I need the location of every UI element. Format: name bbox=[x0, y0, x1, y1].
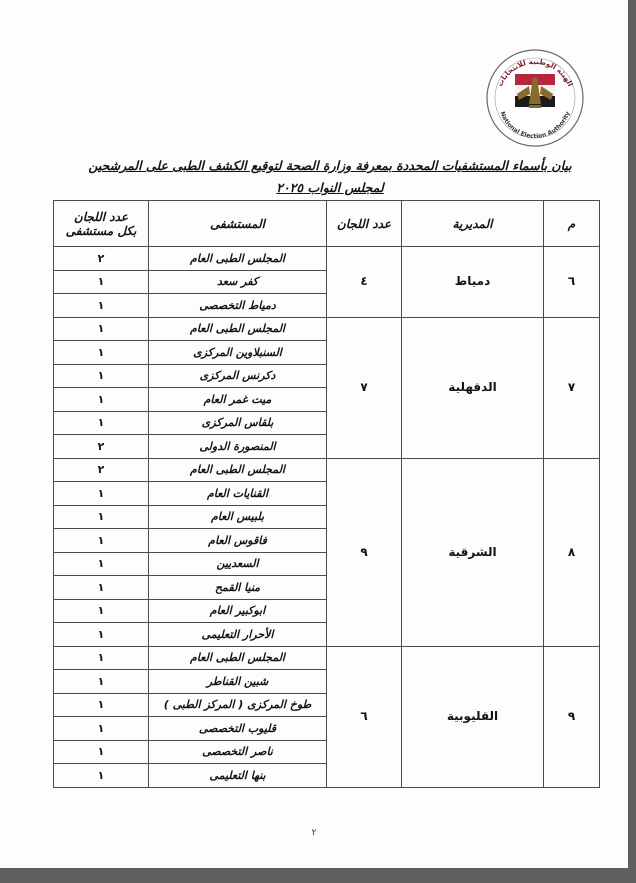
hospital-name: دمياط التخصصى bbox=[149, 294, 327, 318]
group-directorate: دمياط bbox=[402, 247, 544, 318]
hospital-name: الأحرار التعليمى bbox=[149, 623, 327, 647]
hospital-count: ١ bbox=[54, 670, 149, 694]
hospital-name: بنها التعليمى bbox=[149, 764, 327, 788]
hospitals-table bbox=[53, 200, 600, 788]
group-num: ٧ bbox=[544, 317, 600, 458]
hospital-count: ١ bbox=[54, 552, 149, 576]
hospital-name: ناصر التخصصى bbox=[149, 740, 327, 764]
group-committees: ٧ bbox=[327, 317, 402, 458]
header-num: م bbox=[544, 201, 600, 247]
hospital-name: منيا القمح bbox=[149, 576, 327, 600]
hospital-name: شبين القناطر bbox=[149, 670, 327, 694]
hospital-count: ١ bbox=[54, 388, 149, 412]
hospital-count: ١ bbox=[54, 740, 149, 764]
group-directorate: القليوبية bbox=[402, 646, 544, 787]
hospital-name: المجلس الطبى العام bbox=[149, 317, 327, 341]
hospital-name: السنبلاوين المركزى bbox=[149, 341, 327, 365]
hospital-name: بلقاس المركزى bbox=[149, 411, 327, 435]
hospital-name: دكرنس المركزى bbox=[149, 364, 327, 388]
group-num: ٨ bbox=[544, 458, 600, 646]
table-row bbox=[54, 247, 600, 271]
hospital-count: ١ bbox=[54, 717, 149, 741]
logo-english-text: National Election Authority bbox=[498, 110, 572, 141]
page-number: ٢ bbox=[311, 828, 317, 838]
logo-arabic-text: الهيئة الوطنية للانتخابات bbox=[495, 56, 576, 88]
hospital-name: بلبيس العام bbox=[149, 505, 327, 529]
hospital-count: ١ bbox=[54, 341, 149, 365]
national-election-authority-logo bbox=[485, 48, 585, 148]
hospital-count: ١ bbox=[54, 764, 149, 788]
document-title bbox=[60, 154, 600, 198]
hospital-name: فاقوس العام bbox=[149, 529, 327, 553]
hospital-name: ابوكبير العام bbox=[149, 599, 327, 623]
table-row bbox=[54, 317, 600, 341]
group-committees: ٤ bbox=[327, 247, 402, 318]
hospital-count: ١ bbox=[54, 693, 149, 717]
table-row bbox=[54, 646, 600, 670]
group-committees: ٦ bbox=[327, 646, 402, 787]
hospital-count: ١ bbox=[54, 623, 149, 647]
group-num: ٩ bbox=[544, 646, 600, 787]
hospital-count: ١ bbox=[54, 576, 149, 600]
hospital-count: ١ bbox=[54, 294, 149, 318]
hospital-name: السعديين bbox=[149, 552, 327, 576]
group-directorate: الشرقية bbox=[402, 458, 544, 646]
hospital-count: ١ bbox=[54, 482, 149, 506]
hospital-count: ١ bbox=[54, 505, 149, 529]
hospital-name: المنصورة الدولى bbox=[149, 435, 327, 459]
hospital-count: ١ bbox=[54, 364, 149, 388]
hospital-name: المجلس الطبى العام bbox=[149, 458, 327, 482]
title-line-2: لمجلس النواب ٢٠٢٥ bbox=[276, 180, 384, 195]
hospital-name: كفر سعد bbox=[149, 270, 327, 294]
group-committees: ٩ bbox=[327, 458, 402, 646]
hospital-name: المجلس الطبى العام bbox=[149, 646, 327, 670]
hospital-name: طوخ المركزى ( المركز الطبى ) bbox=[149, 693, 327, 717]
hospital-count: ١ bbox=[54, 646, 149, 670]
hospital-name: القنايات العام bbox=[149, 482, 327, 506]
group-num: ٦ bbox=[544, 247, 600, 318]
hospital-count: ١ bbox=[54, 411, 149, 435]
hospital-count: ١ bbox=[54, 599, 149, 623]
header-committees: عدد اللجان bbox=[327, 201, 402, 247]
hospital-count: ١ bbox=[54, 529, 149, 553]
title-line-1: بيان بأسماء المستشفيات المحددة بمعرفة وزارة الصحة لتوقيع الكشف الطبى على المرشحين bbox=[88, 158, 572, 173]
hospital-count: ١ bbox=[54, 317, 149, 341]
hospital-count: ١ bbox=[54, 270, 149, 294]
table-row bbox=[54, 458, 600, 482]
header-directorate: المديرية bbox=[402, 201, 544, 247]
hospital-count: ٢ bbox=[54, 435, 149, 459]
table-header-row bbox=[54, 201, 600, 247]
header-per-hospital: عدد اللجان بكل مستشفى bbox=[54, 201, 149, 247]
hospital-count: ٢ bbox=[54, 247, 149, 271]
group-directorate: الدقهلية bbox=[402, 317, 544, 458]
header-hospital: المستشفى bbox=[149, 201, 327, 247]
hospital-name: قليوب التخصصى bbox=[149, 717, 327, 741]
hospital-name: ميت غمر العام bbox=[149, 388, 327, 412]
hospital-name: المجلس الطبى العام bbox=[149, 247, 327, 271]
hospital-count: ٢ bbox=[54, 458, 149, 482]
